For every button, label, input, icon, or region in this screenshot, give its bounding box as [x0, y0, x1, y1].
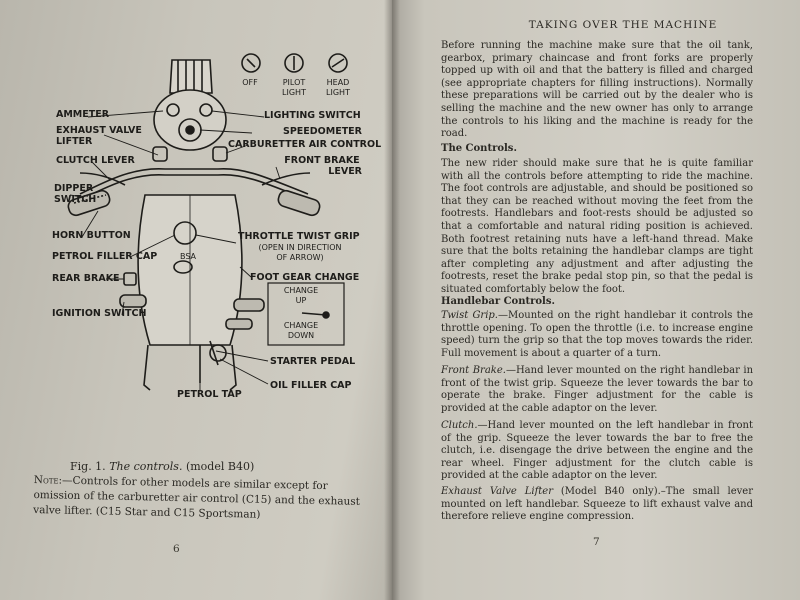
exhaust-valve-paragraph: Exhaust Valve Lifter (Model B40 only).–The small lever mounted on left handlebar. Squeeze to lift exhaust valve and therefore relieve engine compression. [441, 486, 753, 523]
handlebar-heading: Handlebar Controls. [441, 296, 555, 307]
page-number-right: 7 [593, 536, 600, 548]
front-brake-paragraph: Front Brake.—Hand lever mounted on the right handlebar in front of the twist grip. Squeeze the lever towards the bar to operate the brake. Finger adjustment for the cable is provided at the cable adaptor on the lever. [441, 365, 754, 414]
label-dipper-switch: DIPPER SWITCH [54, 183, 97, 205]
label-horn-button: HORN BUTTON [52, 230, 131, 241]
label-petrol-tap: PETROL TAP [177, 389, 242, 400]
label-front-brake-lever: FRONT BRAKE LEVER [284, 155, 362, 177]
label-ammeter: AMMETER [56, 109, 110, 120]
twist-grip-paragraph: Twist Grip.—Mounted on the right handlebar it controls the throttle opening. To open the throttle (i.e. to increase engine speed) turn the grip so that the top moves towards the rider. Full movement is about a quarter of a turn. [441, 310, 754, 359]
label-petrol-filler-cap: PETROL FILLER CAP [52, 251, 158, 262]
label-exhaust-valve-lifter: EXHAUST VALVE LIFTER [56, 125, 142, 147]
label-carburetter-air-control: CARBURETTER AIR CONTROL [228, 139, 382, 150]
label-speedometer: SPEEDOMETER [283, 126, 362, 137]
figure-note: Note:—Controls for other models are similar except for omission of the carburetter air control (C15) and the exhaust valve lifter. (C15 Star and C15 Sportsman) [33, 473, 361, 521]
label-throttle-note: (OPEN IN DIRECTION OF ARROW) [258, 243, 342, 262]
label-starter-pedal: STARTER PEDAL [270, 356, 356, 367]
label-rear-brake: REAR BRAKE [52, 273, 120, 284]
figure-caption: Fig. 1. The controls. (model B40) [70, 460, 255, 473]
page-number-left: 6 [173, 543, 180, 555]
page-header: TAKING OVER THE MACHINE [528, 19, 718, 31]
switch-off-label: OFF [242, 78, 258, 87]
controls-heading: The Controls. [441, 143, 517, 154]
switch-head-label: HEAD LIGHT [326, 78, 350, 97]
controls-paragraph: The new rider should make sure that he is quite familiar with all the controls before attempting to ride the machine. The foot controls are adjustable, and should be positioned so that they can be reached without moving the feet from the footrests. Handlebars and foot-rests should be adjusted so that a comfortable and natural riding position is achieved. Both footrest retaining nuts have a left-hand thread. Make sure that the bolts retaining the handlebar clamps are tight after completing any adjustment and after adjusting the footrests, reset the brake pedal stop pin, so that the pedal is situated comfortably below the foot. [441, 158, 753, 295]
label-foot-gear-change: FOOT GEAR CHANGE [250, 272, 360, 283]
book-gutter [384, 0, 400, 600]
label-change-down: CHANGE DOWN [283, 321, 319, 340]
label-ignition-switch: IGNITION SWITCH [52, 308, 147, 319]
switch-pilot-label: PILOT LIGHT [282, 78, 306, 97]
label-clutch-lever: CLUTCH LEVER [56, 155, 135, 166]
label-change-up: CHANGE UP [283, 286, 319, 305]
tank-badge: BSA [179, 252, 197, 261]
clutch-paragraph: Clutch.—Hand lever mounted on the left handlebar in front of the grip. Squeeze the lever towards the bar to free the clutch, i.e. disengage the drive between the engine and the rear wheel. Finger adjustment for the clutch cable is provided at the cable adaptor on the lever. [441, 420, 753, 482]
label-lighting-switch: LIGHTING SWITCH [264, 110, 361, 121]
label-oil-filler-cap: OIL FILLER CAP [270, 380, 352, 391]
label-throttle-twist-grip: THROTTLE TWIST GRIP [238, 231, 360, 242]
intro-paragraph: Before running the machine make sure that the oil tank, gearbox, primary chaincase and front forks are properly topped up with oil and that the battery is filled and charged (see appropriate chapters for filling instructions). Normally these preparations will be carried out by the dealer who is selling the machine and the new owner has only to arrange the controls to his liking and the machine is ready for the road. [441, 40, 753, 140]
